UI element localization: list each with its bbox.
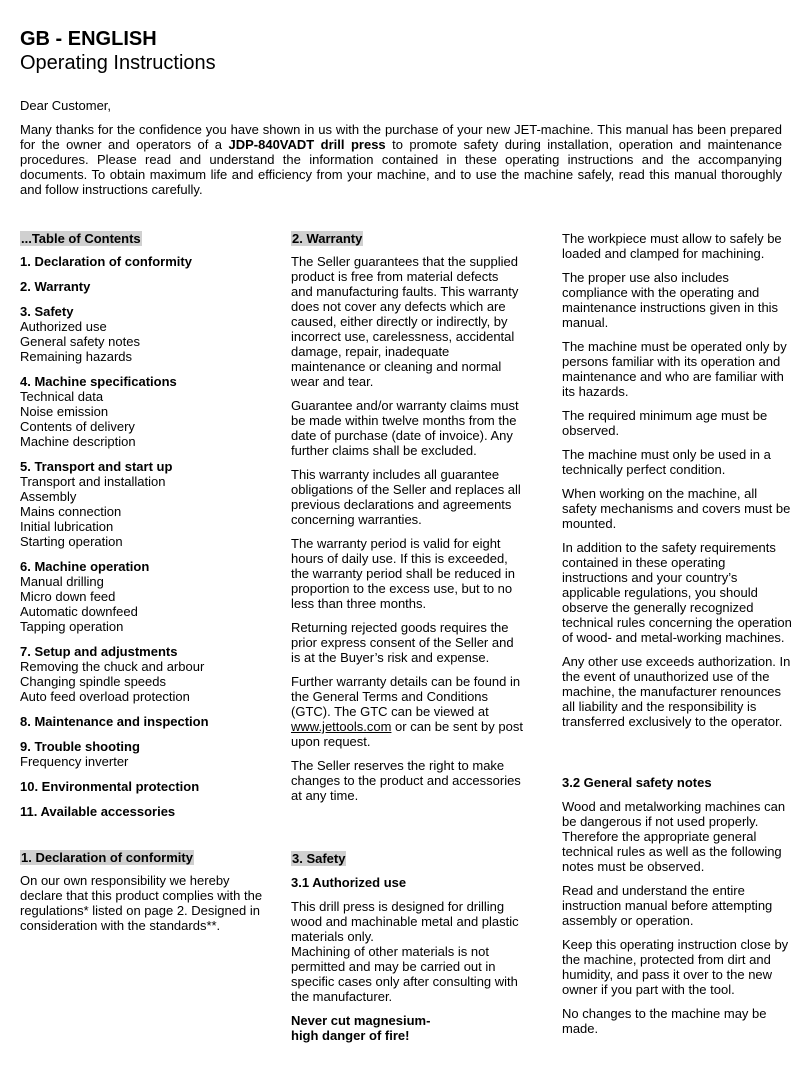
warranty-paragraph	[291, 674, 523, 749]
declaration-text: On our own responsibility we hereby declare that this product complies with the regulations* listed on page 2. Designed in consideration with the standards**.	[20, 873, 263, 933]
document-language-heading: GB - ENGLISH	[20, 28, 157, 50]
toc-section-title: 7. Setup and adjustments	[20, 644, 178, 659]
toc-item: Transport and installation	[20, 474, 166, 489]
warranty-paragraph: The Seller reserves the right to make changes to the product and accessories at any time.	[291, 758, 521, 803]
intro-text-post: to promote safety during installation, operation and maintenance procedures. Please read and understand the information contained in these operating instructions and the accompanying documents. To obtain maximum life and efficiency from your machine, and to use the machine safely, read this manual thoroughly and follow instructions carefully.	[20, 137, 783, 197]
document-title: Operating Instructions	[20, 52, 216, 74]
authorized-use-paragraph: The workpiece must allow to safely be loaded and clamped for machining.	[562, 231, 782, 261]
authorized-use-paragraph: The required minimum age must be observed.	[562, 408, 768, 438]
toc-item: Technical data	[20, 389, 104, 404]
authorized-use-paragraph: This drill press is designed for drilling wood and machinable metal and plastic materials only.	[291, 899, 519, 944]
column-middle	[291, 231, 523, 1043]
intro-text-pre: Many thanks for the confidence you have shown in us with the purchase of your new JET-machine. This manual has been prepared for the owner and operators of a	[20, 122, 782, 152]
toc-section-title: 3. Safety	[20, 304, 74, 319]
general-safety-paragraph: Wood and metalworking machines can be dangerous if not used properly. Therefore the appropriate general technical rules as well as the following notes must be observed.	[562, 799, 786, 874]
warranty-gtc-text-post: or can be sent by post upon request.	[291, 719, 523, 749]
toc-item: Contents of delivery	[20, 419, 135, 434]
authorized-use-paragraph: The machine must be operated only by persons familiar with its operation and maintenance and who are familiar with its hazards.	[562, 339, 787, 399]
fire-warning	[291, 1013, 523, 1043]
general-safety-paragraph: Read and understand the entire instruction manual before attempting assembly or operation.	[562, 883, 773, 928]
intro-paragraph	[20, 122, 782, 197]
toc-item: Tapping operation	[20, 619, 124, 634]
general-safety-paragraph: Keep this operating instruction close by the machine, protected from dirt and humidity, and pass it over to the new owner if you part with the tool.	[562, 937, 789, 997]
product-name: JDP-840VADT drill press	[228, 137, 386, 152]
toc-item: General safety notes	[20, 334, 140, 349]
toc-section-title: 5. Transport and start up	[20, 459, 173, 474]
authorized-use-heading: 3.1 Authorized use	[291, 875, 407, 890]
toc-item: Micro down feed	[20, 589, 116, 604]
toc-item: Manual drilling	[20, 574, 104, 589]
toc-item: Authorized use	[20, 319, 107, 334]
toc-item: Auto feed overload protection	[20, 689, 190, 704]
toc-section-title: 4. Machine specifications	[20, 374, 177, 389]
declaration-section	[20, 850, 275, 933]
general-safety-paragraph: No changes to the machine may be made.	[562, 1006, 767, 1036]
general-safety-section	[562, 775, 792, 1045]
authorized-use-paragraph: Any other use exceeds authorization. In the event of unauthorized use of the machine, the manufacturer renounces all liability and the responsibility is transferred exclusively to the operator.	[562, 654, 791, 729]
warranty-gtc-text: Further warranty details can be found in the General Terms and Conditions (GTC). The GTC can be viewed at	[291, 674, 521, 719]
safety-heading: 3. Safety	[292, 851, 346, 866]
warranty-paragraph: Returning rejected goods requires the prior express consent of the Seller and is at the Buyer’s risk and expense.	[291, 620, 514, 665]
column-right	[562, 231, 792, 1036]
toc-section-title: 10. Environmental protection	[20, 779, 200, 794]
toc-item: Removing the chuck and arbour	[20, 659, 205, 674]
toc-item: Mains connection	[20, 504, 122, 519]
toc-item: Frequency inverter	[20, 754, 129, 769]
toc-item: Changing spindle speeds	[20, 674, 166, 689]
toc-heading: ...Table of Contents	[21, 231, 141, 246]
safety-section	[291, 851, 523, 1043]
toc-section-title: 8. Maintenance and inspection	[20, 714, 209, 729]
warranty-paragraph: Guarantee and/or warranty claims must be made within twelve months from the date of purchase (date of invoice). Any further claims shall be excluded.	[291, 398, 519, 458]
warranty-paragraph: This warranty includes all guarantee obligations of the Seller and replaces all previous declarations and agreements concerning warranties.	[291, 467, 521, 527]
authorized-use-paragraph: When working on the machine, all safety mechanisms and covers must be mounted.	[562, 486, 791, 531]
toc-list	[20, 254, 275, 819]
toc-section-title: 2. Warranty	[20, 279, 91, 294]
jettools-link[interactable]: www.jettools.com	[291, 719, 392, 734]
toc-item: Remaining hazards	[20, 349, 133, 364]
toc-item: Automatic downfeed	[20, 604, 138, 619]
toc-item: Initial lubrication	[20, 519, 114, 534]
fire-warning-line: Never cut magnesium-	[291, 1013, 431, 1028]
authorized-use-paragraph: The machine must only be used in a technically perfect condition.	[562, 447, 771, 477]
warranty-paragraph: The Seller guarantees that the supplied product is free from material defects and manufacturing faults. This warranty does not cover any defects which are caused, either directly or indirectly, by incorrect use, carelessness, accidental damage, repair, inadequate maintenance or cleaning and normal wear and tear.	[291, 254, 519, 389]
toc-section-title: 1. Declaration of conformity	[20, 254, 192, 269]
toc-item: Machine description	[20, 434, 136, 449]
toc-item: Starting operation	[20, 534, 123, 549]
fire-warning-line: high danger of fire!	[291, 1028, 410, 1043]
warranty-heading: 2. Warranty	[292, 231, 363, 246]
toc-item: Assembly	[20, 489, 77, 504]
declaration-heading: 1. Declaration of conformity	[21, 850, 193, 865]
toc-section-title: 6. Machine operation	[20, 559, 150, 574]
toc-item: Noise emission	[20, 404, 109, 419]
authorized-use-paragraph: Machining of other materials is not permitted and may be carried out in specific cases only after consulting with the manufacturer.	[291, 944, 518, 1004]
authorized-use-paragraph: In addition to the safety requirements contained in these operating instructions and your country’s applicable regulations, you should observe the generally recognized technical rules concerning the operation of wood- and metal-working machines.	[562, 540, 792, 645]
warranty-paragraph: The warranty period is valid for eight hours of daily use. If this is exceeded, the warranty period shall be reduced in proportion to the excess use, but to no less than three months.	[291, 536, 516, 611]
general-safety-heading: 3.2 General safety notes	[562, 775, 712, 790]
toc-section-title: 9. Trouble shooting	[20, 739, 140, 754]
authorized-use-paragraph: The proper use also includes compliance with the operating and maintenance instructions given in this manual.	[562, 270, 779, 330]
greeting: Dear Customer,	[20, 98, 112, 113]
column-left	[20, 231, 275, 933]
toc-section-title: 11. Available accessories	[20, 804, 176, 819]
